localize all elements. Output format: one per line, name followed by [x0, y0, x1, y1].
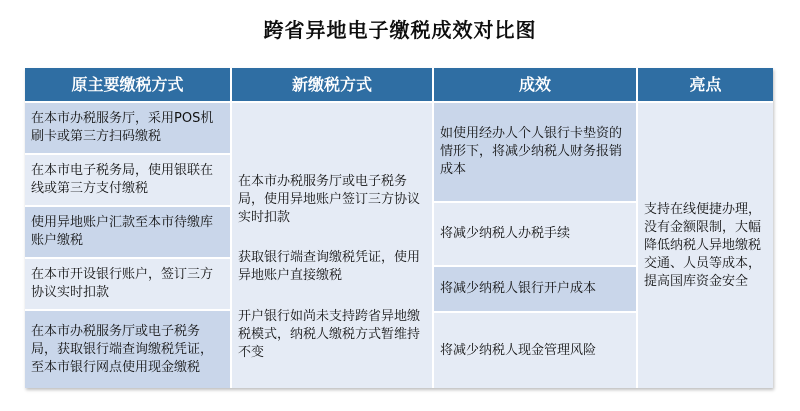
effect-item: 如使用经办人个人银行卡垫资的情形下，将减少纳税人财务报销成本: [434, 103, 636, 201]
header-old-methods: 原主要缴税方式: [25, 68, 230, 101]
effect-item: 将减少纳税人现金管理风险: [434, 313, 636, 388]
old-method-item: 在本市开设银行账户，签订三方协议实时扣款: [25, 259, 230, 309]
new-method-item: 开户银行如尚未支持跨省异地缴税模式，纳税人缴税方式暂维持不变: [238, 309, 421, 360]
header-effects: 成效: [434, 68, 636, 101]
new-method-item: 在本市办税服务厅或电子税务局，使用异地账户签订三方协议实时扣款: [238, 174, 421, 225]
header-new-methods: 新缴税方式: [232, 68, 432, 101]
page-title: 跨省异地电子缴税成效对比图: [263, 18, 537, 42]
new-method-item: 获取银行端查询缴税凭证，使用异地账户直接缴税: [238, 250, 421, 283]
header-highlights: 亮点: [638, 68, 773, 101]
old-method-item: 在本市办税服务厅，采用POS机刷卡或第三方扫码缴税: [25, 103, 230, 153]
effect-item: 将减少纳税人办税手续: [434, 203, 636, 265]
new-methods-cell: [232, 103, 432, 388]
old-method-item: 使用异地账户汇款至本市待缴库账户缴税: [25, 207, 230, 257]
comparison-table: [25, 68, 773, 388]
highlights-cell: 支持在线便捷办理，没有金额限制，大幅降低纳税人异地缴税交通、人员等成本，提高国库资金安全: [638, 103, 773, 388]
old-method-item: 在本市办税服务厅或电子税务局，获取银行端查询缴税凭证，至本市银行网点使用现金缴税: [25, 311, 230, 388]
old-method-item: 在本市电子税务局，使用银联在线或第三方支付缴税: [25, 155, 230, 205]
effect-item: 将减少纳税人银行开户成本: [434, 267, 636, 311]
